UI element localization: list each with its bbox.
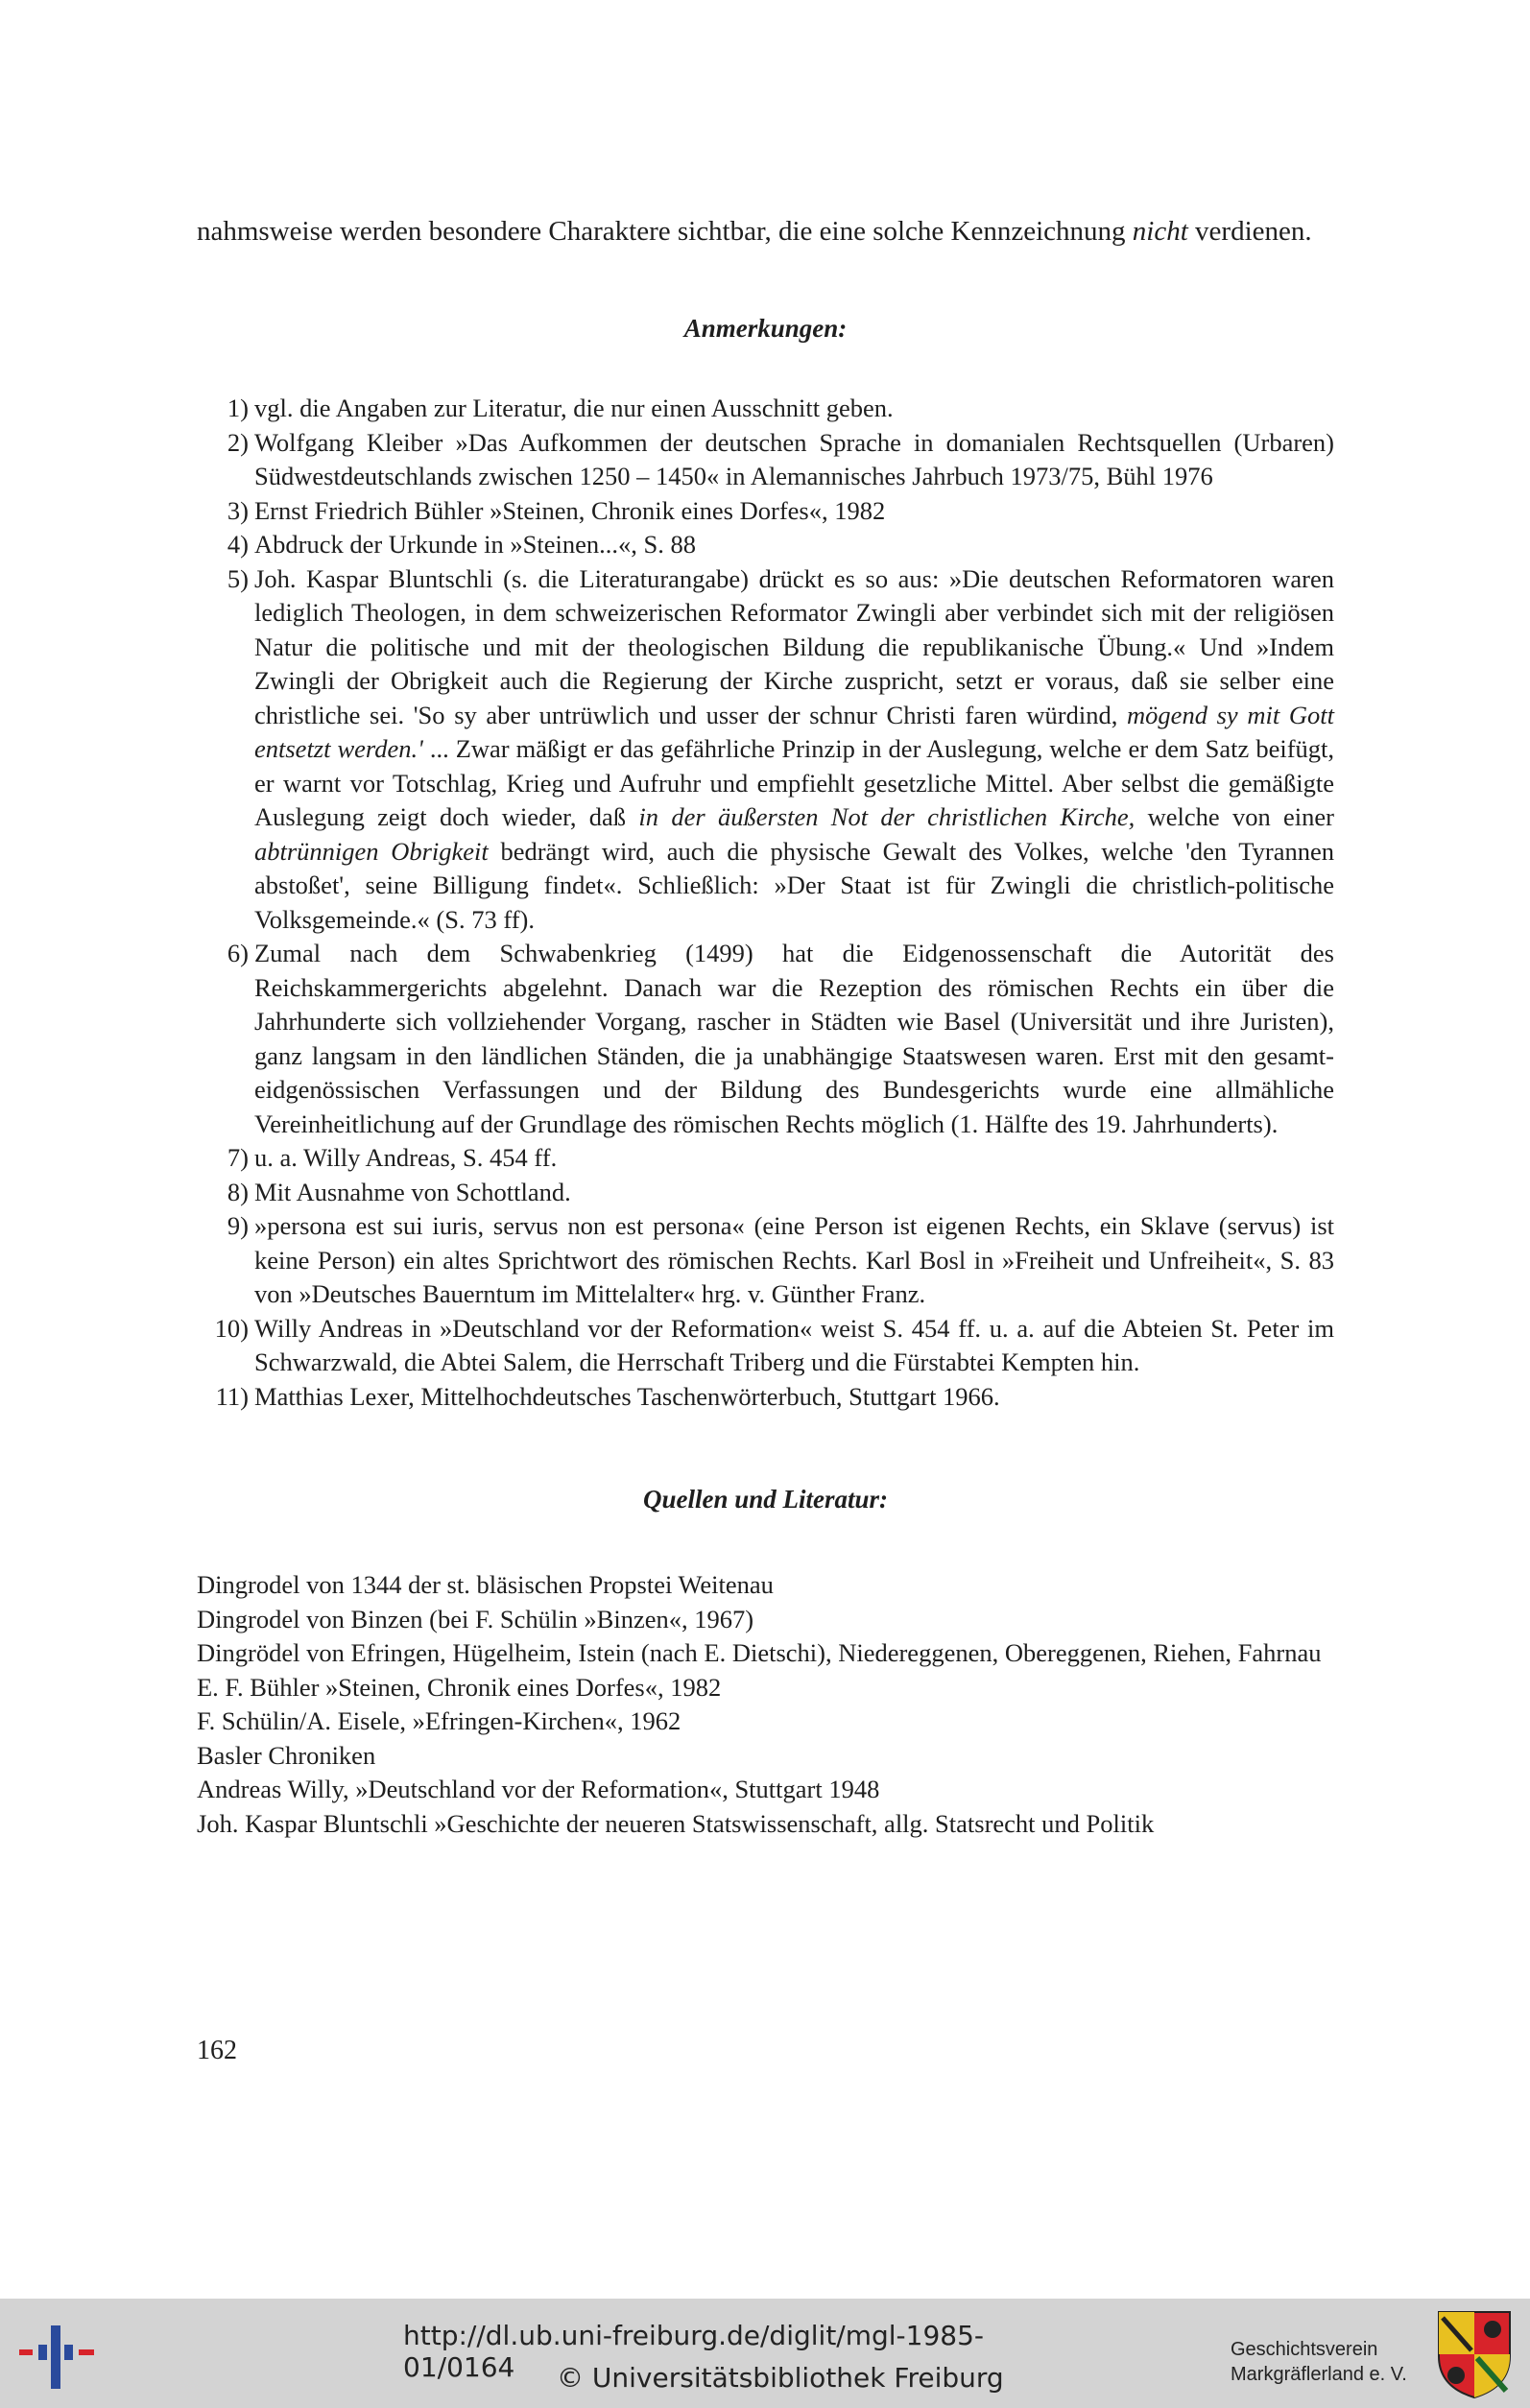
ub-freiburg-logo-icon[interactable] <box>17 2316 100 2391</box>
literature-item: Basler Chroniken <box>197 1740 376 1770</box>
note-item <box>197 1380 1334 1415</box>
note-item <box>197 1209 1334 1312</box>
literature-item: Dingrodel von 1344 der st. bläsischen Propstei Weitenau <box>197 1570 774 1599</box>
intro-line: nahmsweise werden besondere Charaktere sichtbar, die eine solche Kennzeichnung <box>197 216 1126 247</box>
page-number: 162 <box>197 2036 237 2065</box>
note-text-part: Joh. Kaspar Bluntschli (s. die Literaturangabe) drückt es so aus: »Die deutschen Reformatoren waren lediglich Theologen, in dem schweizerischen Reformator Zwingli aber verbindet sich mit der religiösen Natur die politische und mit der theologischen Bildung die republikanische Übung.« Und »Indem Zwingli der Obrigkeit auch die Regierung der Kirche zuspricht, setzt er voraus, daß sie selber eine christliche sei. 'So sy aber untrüwlich und usser der schnur Christi faren würdind, <box>254 563 1334 729</box>
note-item <box>197 1141 1334 1176</box>
note-text: Matthias Lexer, Mittelhochdeutsches Taschenwörterbuch, Stuttgart 1966. <box>254 1381 1000 1411</box>
page-content <box>197 213 1334 1841</box>
society-line-1: Geschichtsverein <box>1231 2339 1378 2360</box>
note-text: Willy Andreas in »Deutschland vor der Reformation« weist S. 454 ff. u. a. auf die Abteien St. Peter im Schwarzwald, die Abtei Salem, die Herrschaft Triberg und die Fürstabtei Kempten hin. <box>254 1313 1334 1376</box>
notes-heading: Anmerkungen: <box>683 314 848 343</box>
note-emphasis: mögend sy mit Gott entsetzt werden.' <box>254 700 1334 763</box>
note-text-part: bedrängt wird, auch die physische Gewalt des Volkes, welche 'den Tyrannen abstoßet', seine Billigung findet«. Schließlich: »Der Staat ist für Zwingli die christlich-politische Volksgemeinde.« (S. 73 ff). <box>254 836 1334 934</box>
note-text: vgl. die Angaben zur Literatur, die nur einen Ausschnitt geben. <box>254 393 894 422</box>
note-item <box>197 1176 1334 1210</box>
note-text: u. a. Willy Andreas, S. 454 ff. <box>254 1143 558 1172</box>
literature-item: Dingrodel von Binzen (bei F. Schülin »Binzen«, 1967) <box>197 1604 754 1633</box>
note-number: 6) <box>227 939 249 967</box>
note-number: 3) <box>227 495 249 525</box>
note-text-part: ... Zwar mäßigt er das gefährliche Prinzip in der Auslegung, welche er dem Satz beifügt, er warnt vor Totschlag, Krieg und Aufruhr und empfiehlt gesetzliche Mittel. Aber selbst die gemäßigte Auslegung zeigt doch wieder, daß <box>254 734 1335 831</box>
note-item <box>197 528 1334 562</box>
intro-paragraph <box>197 213 1334 250</box>
note-number: 4) <box>227 530 249 559</box>
note-number: 8) <box>227 1177 249 1206</box>
literature-item: Dingrödel von Efringen, Hügelheim, Istein (nach E. Dietschi), Niedereggenen, Obereggenen, Riehen, Fahrnau <box>197 1638 1322 1667</box>
literature-list <box>197 1568 1334 1841</box>
note-text: »persona est sui iuris, servus non est persona« (eine Person ist eigenen Rechts, ein Sklave (servus) ist keine Person) ein altes Sprichtwort des römischen Rechts. Karl Bosl in »Freiheit und Unfreiheit«, S. 83 von »Deutsches Bauerntum im Mittelalter« hrg. v. Günther Franz. <box>254 1211 1334 1308</box>
note-number: 9) <box>227 1211 249 1240</box>
note-item <box>197 937 1334 1141</box>
footer-bar <box>0 2299 1530 2408</box>
literature-item: E. F. Bühler »Steinen, Chronik eines Dorfes«, 1982 <box>197 1672 722 1702</box>
note-number: 5) <box>227 563 249 593</box>
notes-list <box>197 392 1334 1414</box>
note-text: Mit Ausnahme von Schottland. <box>254 1177 571 1206</box>
note-item <box>197 562 1334 938</box>
footer-url-link[interactable]: http://dl.ub.uni-freiburg.de/diglit/mgl-1985-01/0164 <box>403 2320 985 2383</box>
coat-of-arms-icon[interactable] <box>1435 2308 1514 2400</box>
note-number: 7) <box>227 1143 249 1172</box>
note-text <box>249 562 1334 938</box>
note-emphasis: abtrünnigen Obrigkeit <box>254 836 489 866</box>
literature-item: Joh. Kaspar Bluntschli »Geschichte der neueren Statswissenschaft, allg. Statsrecht und Politik <box>197 1808 1155 1838</box>
intro-rest: verdienen. <box>1187 216 1312 247</box>
note-emphasis: in der äußersten Not der christlichen Kirche, <box>638 802 1136 831</box>
literature-item: Andreas Willy, »Deutschland vor der Reformation«, Stuttgart 1948 <box>197 1775 880 1803</box>
note-text: Zumal nach dem Schwabenkrieg (1499) hat die Eidgenossenschaft die Autorität des Reichskammergerichts abgelehnt. Danach war die Rezeption des römischen Rechts ein über die Jahrhunderte sich vollziehender Vorgang, rascher in Städten wie Basel (Universität und ihre Juristen), ganz langsam in den ländlichen Ständen, die ja unabhängige Staatswesen waren. Erst mit den gesamt-eidgenössischen Verfassungen und der Bildung des Bundesgerichts wurde eine allmähliche Vereinheitlichung auf der Grundlage des römischen Rechts möglich (1. Hälfte des 19. Jahrhunderts). <box>254 939 1334 1138</box>
note-number: 10) <box>214 1313 249 1343</box>
note-number: 11) <box>215 1381 249 1411</box>
note-number: 2) <box>227 427 249 457</box>
intro-emphasis: nicht <box>1132 216 1188 247</box>
note-item <box>197 494 1334 529</box>
note-text-part: welche von einer <box>1135 802 1334 831</box>
note-item <box>197 1312 1334 1380</box>
literature-item: F. Schülin/A. Eisele, »Efringen-Kirchen«, 1962 <box>197 1706 681 1735</box>
note-number: 1) <box>227 393 249 422</box>
note-text: Wolfgang Kleiber »Das Aufkommen der deutschen Sprache in domanialen Rechtsquellen (Urbaren) Südwestdeutschlands zwischen 1250 – 1450« in Alemannisches Jahrbuch 1973/75, Bühl 1976 <box>254 427 1334 490</box>
note-item <box>197 426 1334 494</box>
note-item <box>197 392 1334 426</box>
society-line-2: Markgräflerland e. V. <box>1231 2364 1407 2385</box>
footer-copyright: © Universitätsbibliothek Freiburg <box>557 2362 1004 2394</box>
note-text: Ernst Friedrich Bühler »Steinen, Chronik eines Dorfes«, 1982 <box>254 495 886 525</box>
footer-society-name[interactable] <box>1231 2337 1407 2387</box>
note-text: Abdruck der Urkunde in »Steinen...«, S. 88 <box>254 530 696 559</box>
literature-heading: Quellen und Literatur: <box>642 1485 889 1514</box>
